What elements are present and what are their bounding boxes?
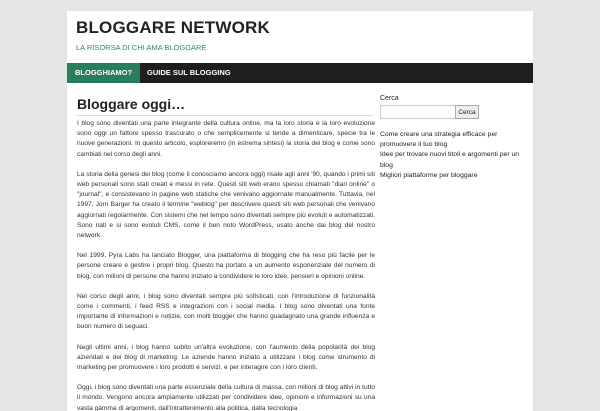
post-content [77,119,375,411]
post-paragraph: Oggi, i blog sono diventati una parte essenziale della cultura di massa, con milioni di blog attivi in tutto il mondo. Vengono ancora ampiamente utilizzati per condividere idee, opinioni e informazioni su una vasta gamma di argomenti, dall'intrattenimento alla politica, dalla tecnologia [77,384,375,411]
recent-post-item[interactable] [380,171,530,181]
nav-item-guide-sul-blogging[interactable]: GUIDE SUL BLOGGING [147,68,231,77]
site-title[interactable]: BLOGGARE NETWORK [76,18,270,37]
recent-post-link[interactable]: Migliori piattaforme per bloggare [380,171,478,179]
site-description: LA RISORSA DI CHI AMA BLOGGARE [76,43,207,52]
post-paragraph: I blog sono diventati una parte integrante della cultura online, ma la loro storia e la loro evoluzione sono oggi un fattore spesso trascurato o che semplicemente si tende a dimenticare, specie tra le nuove generazioni. In questo articolo, esploreremo (in estrema sintesi) la storia dei blog e come sono cambiati nel corso degli anni. [77,120,375,158]
main-navigation [67,63,533,83]
search-label: Cerca [380,95,399,102]
post-paragraph: Nel corso degli anni, i blog sono diventati sempre più sofisticati, con l'introduzione di funzionalità come i commenti, i feed RSS e integrazioni con i social media. I blog sono diventati una fonte importante di informazioni e notizie, con molti blogger che hanno guadagnato una grande influenza e buon numero di seguaci. [77,292,375,331]
nav-item-blogghiamo[interactable]: BLOGGHIAMO? [67,63,140,83]
recent-post-link[interactable]: Come creare una strategia efficace per promuovere il tuo blog [380,131,498,149]
post-title[interactable]: Bloggare oggi… [77,96,186,112]
recent-posts-list [380,130,530,181]
post-paragraph: Nel 1999, Pyra Labs ha lanciato Blogger, una piattaforma di blogging che ha reso più facile per le persone creare e gestire i propri blog. Questo ha portato a un aumento esponenziale del numero di blog, con milioni di persone che hanno iniziato a condividere le loro idee, pensieri e opinioni online. [77,252,375,280]
search-button[interactable]: Cerca [455,105,479,119]
post-paragraph: Negli ultimi anni, i blog hanno subito un'altra evoluzione, con l'aumento della popolarità dei blog aziendali e dei blog di marketing. Le aziende hanno iniziato a utilizzare i blog come strumento di marketing per promuovere i loro prodotti e servizi, e per interagire con i loro clienti. [77,343,375,372]
post-paragraph: La storia della genesi dei blog (come li conosciamo ancora oggi) risale agli anni '90, quando i primi siti web personali sono stati creati e messi in rete. Questi siti web erano spesso chiamati "diari online" o "journal", e consistevano in pagine web statiche che venivano aggiornate manualmente. Tuttavia, nel 1997, Jorn Barger ha creato il termine "weblog" per descrivere questi siti web personali che venivano aggiornati regolarmente. Con sistemi che nel tempo sono diventati sempre più evoluti e automatizzati. Sono nati e si sono evoluti CMS, come il ben noto WordPress, usato anche dai blog del nostro network. [77,170,375,240]
page-container [67,11,533,411]
recent-post-link[interactable]: Idee per trovare nuovi titoli e argomenti per un blog [380,151,520,169]
recent-post-item[interactable] [380,150,530,170]
search-input[interactable] [380,105,456,119]
title-divider [77,115,373,116]
recent-post-item[interactable] [380,130,530,150]
